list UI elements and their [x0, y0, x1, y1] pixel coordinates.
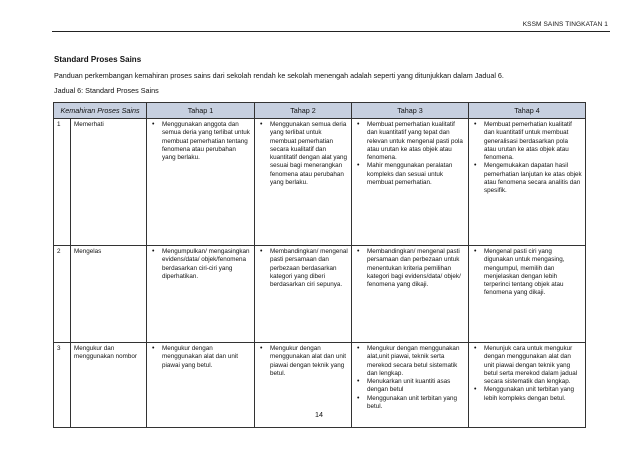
bullet-item: • Menggunakan unit terbitan yang lebih kompleks dengan betul. [472, 386, 582, 403]
table-caption: Jadual 6: Standard Proses Sains [54, 86, 159, 95]
header-tahap-4: Tahap 4 [469, 103, 586, 119]
skill-name: Mengukur dan menggunakan nombor [71, 343, 147, 428]
table-row [54, 119, 586, 246]
bullet-item: • Mengumpulkan/ mengasingkan evidens/data/ objek/fenomena berdasarkan ciri-ciri yang diperhatikan. [150, 248, 251, 281]
cell-tahap-2 [255, 119, 352, 246]
bullet-item: • Mahir menggunakan peralatan kompleks dan sesuai untuk membuat pemerhatian. [355, 162, 465, 187]
bullet-item: • Mengukur dengan menggunakan alat dan unit piawai yang betul. [150, 345, 251, 370]
bullet-item: • Mengukur dengan menggunakan alat,unit piawai, teknik serta merekod secara betul sistematik dan lengkap. [355, 345, 465, 378]
skill-name: Mengelas [71, 246, 147, 343]
header-divider [52, 31, 610, 32]
intro-paragraph: Panduan perkembangan kemahiran proses sains dari sekolah rendah ke sekolah menengah adalah seperti yang ditunjukkan dalam Jadual 6. [54, 71, 504, 80]
header-kemahiran: Kemahiran Proses Sains [54, 103, 147, 119]
bullet-item: • Menukarkan unit kuantiti asas dengan betul [355, 378, 465, 395]
cell-tahap-4 [469, 119, 586, 246]
row-number: 2 [54, 246, 71, 343]
bullet-item: • Mengukur dengan menggunakan alat dan unit piawai dengan teknik yang betul. [258, 345, 348, 378]
cell-tahap-3 [352, 119, 469, 246]
section-title: Standard Proses Sains [54, 55, 142, 64]
bullet-item: • Mengenal pasti ciri yang digunakan untuk mengasing, mengumpul, memilih dan menjelaskan dengan lebih terperinci tentang objek atau fenomena yang dikaji. [472, 248, 582, 298]
cell-tahap-3 [352, 246, 469, 343]
row-number: 3 [54, 343, 71, 428]
bullet-item: • Menggunakan semua deria yang terlibat untuk membuat pemerhatian secara kualitatif dan kuantitatif dengan alat yang sesuai bagi menerangkan fenomena atau perubahan yang berlaku. [258, 121, 348, 187]
header-tahap-3: Tahap 3 [352, 103, 469, 119]
table-header-row [54, 103, 586, 119]
page-number: 14 [315, 410, 323, 419]
bullet-item: • Membuat pemerhatian kualitatif dan kuantitatif yang tepat dan relevan untuk mengenal pasti pola atau urutan ke atas objek atau fenomena. [355, 121, 465, 162]
bullet-item: • Menunjuk cara untuk mengukur dengan menggunakan alat dan unit piawai dengan teknik yang betul serta merekod dalam jadual secara sistematik dan lengkap. [472, 345, 582, 386]
cell-tahap-2 [255, 246, 352, 343]
bullet-item: • Menggunakan anggota dan semua deria yang terlibat untuk membuat pemerhatian tentang fenomena atau perubahan yang berlaku. [150, 121, 251, 162]
header-tahap-2: Tahap 2 [255, 103, 352, 119]
bullet-item: • Membandingkan/ mengenal pasti persamaan dan perbezaan berdasarkan kategori yang diberi berdasarkan ciri sepunya. [258, 248, 348, 289]
header-tahap-1: Tahap 1 [147, 103, 255, 119]
row-number: 1 [54, 119, 71, 246]
cell-tahap-4 [469, 246, 586, 343]
skill-name: Memerhati [71, 119, 147, 246]
bullet-item: • Mengemukakan dapatan hasil pemerhatian lanjutan ke atas objek atau fenomena secara analitis dan spesifik. [472, 162, 582, 195]
bullet-item: • Membandingkan/ mengenal pasti persamaan dan perbezaan untuk menentukan kriteria pemilihan kategori bagi evidens/data/ objek/ fenomena yang dikaji. [355, 248, 465, 289]
page-header: KSSM SAINS TINGKATAN 1 [522, 21, 608, 28]
bullet-item: • Membuat pemerhatian kualitatif dan kuantitatif untuk membuat generalisasi berdasarkan pola atau urutan ke atas objek atau fenomena. [472, 121, 582, 162]
cell-tahap-1 [147, 119, 255, 246]
table-row [54, 246, 586, 343]
bullet-item: • Menggunakan unit terbitan yang betul. [355, 395, 465, 412]
standard-proses-sains-table [53, 102, 586, 428]
cell-tahap-1 [147, 246, 255, 343]
